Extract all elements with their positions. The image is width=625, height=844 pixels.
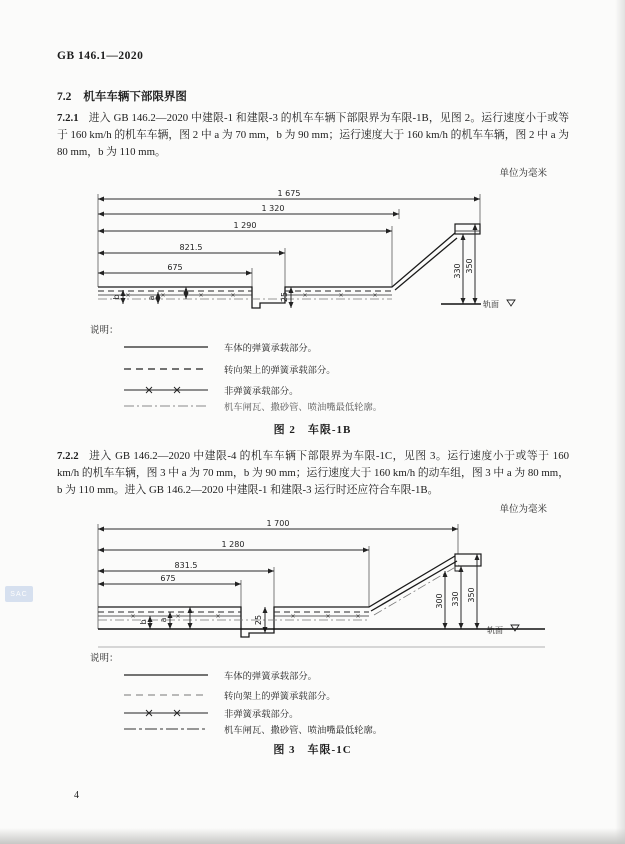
x-marked-line-icon — [122, 386, 210, 394]
svg-text:×: × — [338, 292, 344, 299]
fig2-dim-b: b — [112, 294, 121, 300]
legend-label: 转向架上的弹簧承载部分。 — [224, 366, 336, 376]
dash-dot-line-icon — [122, 725, 210, 733]
fig2-legend-item-bogie-spring — [122, 362, 336, 376]
fig3-extension-lines — [98, 524, 458, 629]
fig3-dim-350: 350 — [467, 587, 476, 603]
unit-note-fig2: 单位为毫米 — [499, 169, 547, 179]
svg-text:×: × — [372, 292, 378, 299]
solid-line-icon — [122, 343, 210, 351]
fig3-dim-1280: 1 280 — [221, 540, 245, 549]
fig3-caption: 图 3 车限-1C — [273, 744, 352, 756]
fig3-dim-675: 675 — [160, 574, 176, 583]
fig2-dim-675: 675 — [167, 263, 183, 272]
legend-label: 车体的弹簧承载部分。 — [224, 344, 317, 354]
fig2-caption: 图 2 车限-1B — [273, 424, 352, 436]
fig3-horizontal-dimensions — [98, 519, 458, 584]
fig3-rail-label: 轨面 — [487, 626, 503, 635]
clause-7-2-1 — [57, 110, 569, 161]
fig2-small-dimensions — [112, 287, 186, 304]
watermark-badge: SAC — [5, 586, 33, 602]
dashed-line-icon — [122, 691, 210, 699]
svg-text:×: × — [130, 613, 136, 620]
clause-text: 进入 GB 146.2—2020 中建限-1 和建限-3 的机车车辆下部限界为车限-1B，见图 2。运行速度小于或等于 160 km/h 的机车车辆，图 2 中 a 为 70 mm，b 为 90 mm；运行速度大于 160 km/h 的机车车辆，图 2 中 a 为 80 mm，b 为 110 mm。 — [57, 112, 569, 158]
fig2-legend-item-unsprung — [122, 383, 298, 397]
fig2-legend-item-body-spring — [122, 340, 317, 354]
fig3-vertical-dimensions — [435, 554, 477, 629]
svg-text:×: × — [355, 613, 361, 620]
fig2-legend-title: 说明： — [90, 326, 119, 336]
unit-note-fig3: 单位为毫米 — [499, 505, 547, 515]
fig3-dim-330: 330 — [451, 591, 460, 607]
fig3-dim-b: b — [139, 619, 148, 625]
fig3-legend-item-body-spring — [122, 668, 317, 682]
fig2-rail-label: 轨面 — [483, 300, 499, 309]
svg-text:×: × — [198, 292, 204, 299]
fig2-dim-1320: 1 320 — [261, 204, 285, 213]
svg-text:×: × — [215, 613, 221, 620]
page-number: 4 — [74, 790, 79, 801]
fig3-rail-surface — [98, 625, 545, 647]
legend-label: 非弹簧承载部分。 — [224, 710, 299, 720]
svg-text:×: × — [125, 292, 131, 299]
fig2-dim-821: 821.5 — [179, 243, 203, 252]
svg-text:×: × — [325, 613, 331, 620]
fig3-profile — [98, 554, 481, 637]
fig2-rail-surface — [441, 299, 515, 309]
fig3-small-dimensions — [139, 607, 190, 629]
dashed-line-icon — [122, 365, 210, 373]
fig2-dim-330: 330 — [453, 263, 462, 279]
fig2-vertical-dimensions — [453, 224, 475, 304]
svg-text:×: × — [230, 292, 236, 299]
solid-line-icon — [122, 671, 210, 679]
scan-edge-right — [615, 0, 625, 844]
clause-number: 7.2.2 — [57, 450, 79, 462]
fig2-profile — [98, 224, 480, 308]
svg-text:×: × — [290, 613, 296, 620]
fig3-dim-notch: 25 — [254, 614, 263, 626]
fig3-rail-triangle-icon — [511, 625, 519, 631]
clause-number: 7.2.1 — [57, 112, 79, 124]
scan-edge-bottom — [0, 828, 625, 844]
legend-label: 车体的弹簧承载部分。 — [224, 672, 317, 682]
fig2-dim-350: 350 — [465, 258, 474, 274]
fig2-dim-a: a — [147, 295, 156, 301]
figure3-diagram — [83, 519, 583, 659]
fig2-dim-1290: 1 290 — [233, 221, 257, 230]
section-heading — [57, 88, 187, 104]
fig2-dim-1675: 1 675 — [277, 189, 301, 198]
fig3-legend-item-unsprung — [122, 706, 298, 720]
fig3-legend-title: 说明： — [90, 654, 119, 664]
section-number: 7.2 — [57, 91, 72, 103]
section-title: 机车车辆下部限界图 — [83, 91, 187, 103]
fig3-legend-item-lowest-contour — [122, 722, 382, 736]
fig3-dim-a: a — [159, 617, 168, 623]
doc-number: GB 146.1—2020 — [57, 50, 144, 62]
legend-label: 转向架上的弹簧承载部分。 — [224, 692, 336, 702]
fig2-rail-triangle-icon — [507, 300, 515, 306]
legend-label: 机车闸瓦、撒砂管、喷油嘴最低轮廓。 — [224, 726, 383, 736]
fig3-dim-300: 300 — [435, 593, 444, 609]
fig3-dim-1700: 1 700 — [266, 519, 290, 528]
clause-7-2-2 — [57, 448, 569, 499]
svg-text:×: × — [175, 613, 181, 620]
fig2-legend-item-lowest-contour — [122, 399, 382, 413]
dash-dot-line-icon — [122, 402, 210, 410]
legend-label: 机车闸瓦、撒砂管、喷油嘴最低轮廓。 — [224, 403, 383, 413]
clause-text: 进入 GB 146.2—2020 中建限-4 的机车车辆下部限界为车限-1C，见图 3。运行速度小于或等于 160 km/h 的机车车辆，图 3 中 a 为 70 mm，b 为 90 mm；运行速度大于 160 km/h 的动车组，图 3 中 a 为 80 mm，b 为 110 mm。进入 GB 146.2—2020 中建限-1 和建限-3 运行时还应符合车限-1B。 — [57, 450, 569, 496]
fig3-dim-831: 831.5 — [174, 561, 198, 570]
figure2-diagram — [83, 186, 583, 338]
svg-text:×: × — [302, 292, 308, 299]
svg-text:×: × — [160, 292, 166, 299]
x-marked-line-icon — [122, 709, 210, 717]
legend-label: 非弹簧承载部分。 — [224, 387, 299, 397]
fig2-dim-notch: 25 — [280, 291, 289, 303]
fig3-legend-item-bogie-spring — [122, 688, 336, 702]
